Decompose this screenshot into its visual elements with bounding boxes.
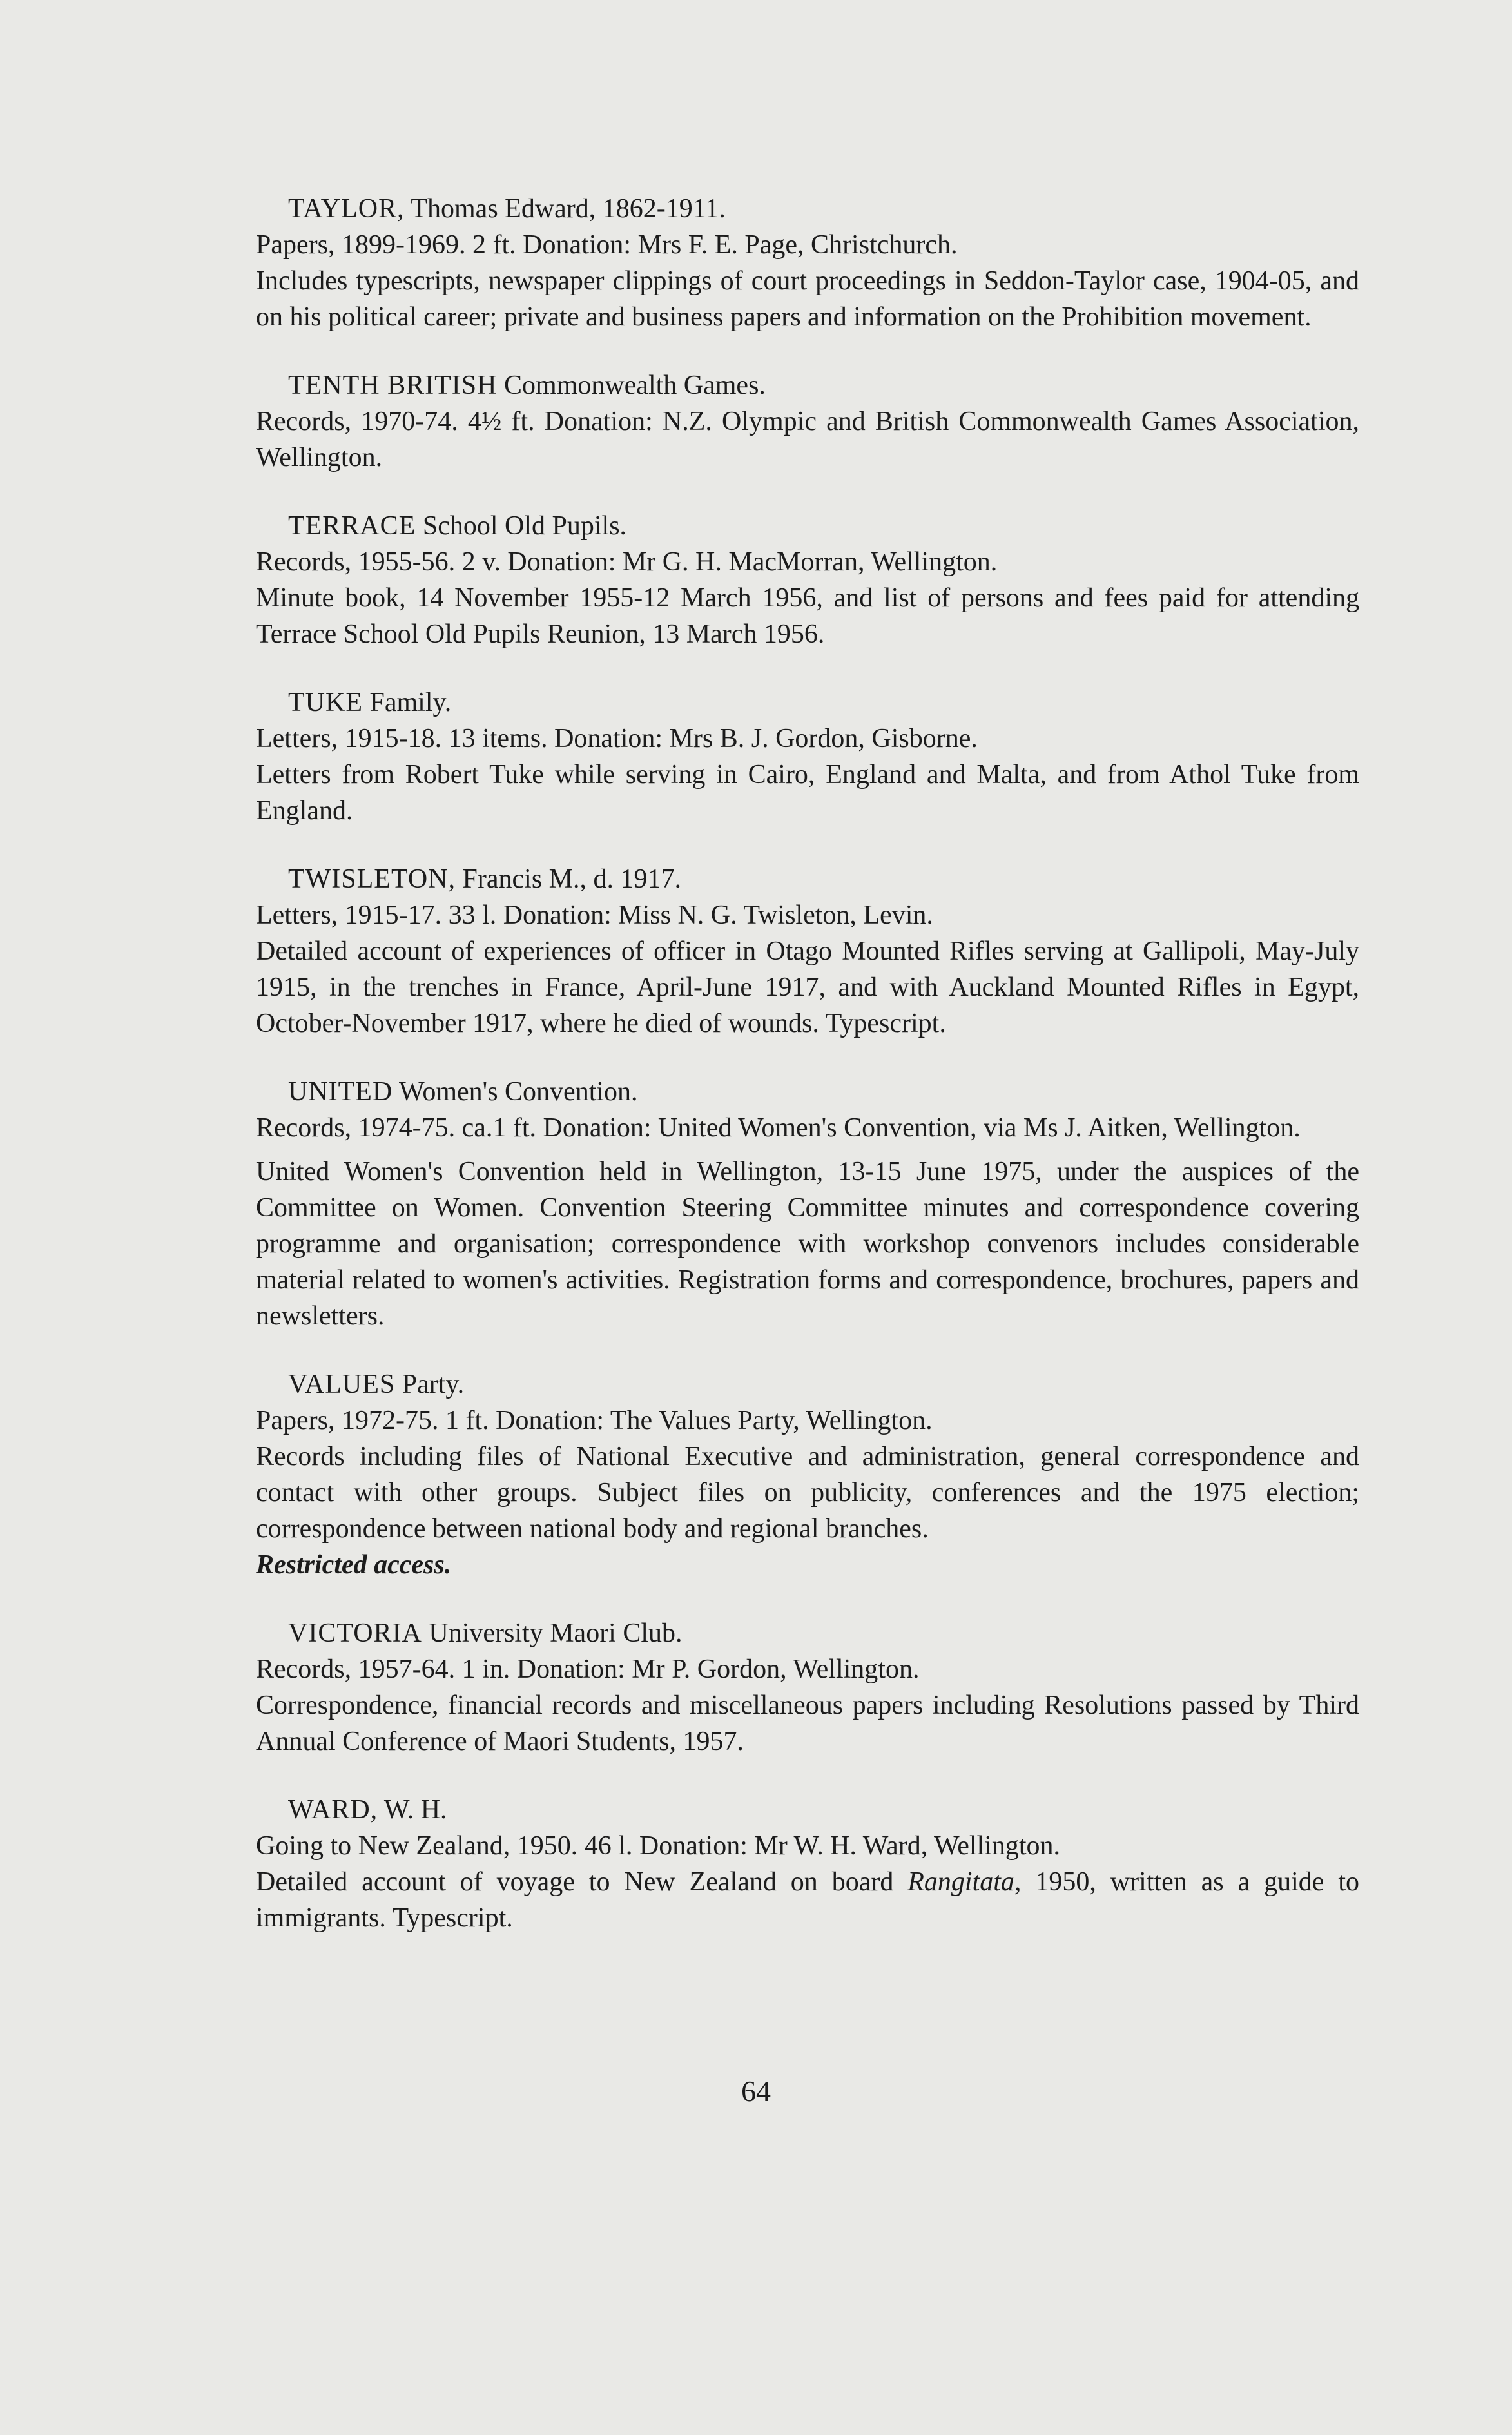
entry-name-rest: Commonwealth Games.: [497, 371, 766, 400]
entry-heading: [256, 1074, 1359, 1110]
entry-name-caps: WARD,: [288, 1795, 378, 1825]
entry-description: Detailed account of experiences of officer in Otago Mounted Rifles serving at Gallipoli, May-July 1915, in the trenches in France, April-June 1917, and with Auckland Mounted Rifles in Egypt, October-November 1917, where he died of wounds. Typescript.: [256, 936, 1359, 1038]
entry-heading: [256, 508, 1359, 544]
entry-name-rest: University Maori Club.: [422, 1618, 683, 1648]
entry-name-rest: Thomas Edward, 1862-1911.: [404, 194, 726, 224]
entry-name-rest: School Old Pupils.: [416, 511, 627, 541]
description-text-after: 1950, written as a guide to immigrants. Typescript.: [256, 1867, 1360, 1933]
page-number: 64: [741, 2075, 771, 2108]
entry-description-line: Going to New Zealand, 1950. 46 l. Donation: Mr W. H. Ward, Wellington.: [256, 1831, 1061, 1861]
entry-heading: [256, 684, 1359, 721]
entry-name-caps: TENTH BRITISH: [288, 371, 498, 400]
entry-description-line: Records, 1955-56. 2 v. Donation: Mr G. H. MacMorran, Wellington.: [256, 547, 998, 577]
entry-name-rest: Family.: [362, 688, 452, 717]
restricted-access-note: Restricted access.: [256, 1550, 452, 1580]
entries-column: [256, 191, 1359, 1968]
entry-description: Correspondence, financial records and miscellaneous papers including Resolutions passed by Third Annual Conference of Maori Students, 1957.: [256, 1691, 1359, 1756]
entry-description-line: Letters, 1915-17. 33 l. Donation: Miss N. G. Twisleton, Levin.: [256, 900, 933, 930]
entry-name-caps: TAYLOR,: [288, 194, 405, 224]
entry-heading: [256, 191, 1359, 227]
ship-name: Rangitata,: [907, 1867, 1022, 1897]
entry-name-rest: Women's Convention.: [393, 1077, 638, 1107]
entry-heading: [256, 1366, 1359, 1402]
entry-description-line: Records, 1974-75. ca.1 ft. Donation: United Women's Convention, via Ms J. Aitken, Wellington.: [256, 1113, 1301, 1143]
entry-name-caps: TERRACE: [288, 511, 416, 541]
entry-united: [256, 1074, 1359, 1334]
entry-heading: [256, 861, 1359, 897]
entry-name-rest: W. H.: [378, 1795, 447, 1825]
entry-terrace: [256, 508, 1359, 652]
entry-name-caps: VALUES: [288, 1370, 396, 1399]
entry-description: Letters from Robert Tuke while serving in Cairo, England and Malta, and from Athol Tuke from England.: [256, 760, 1359, 826]
description-text-before: Detailed account of voyage to New Zealand on board: [256, 1867, 908, 1897]
entry-heading: [256, 1615, 1359, 1651]
entry-description-line: Letters, 1915-18. 13 items. Donation: Mrs B. J. Gordon, Gisborne.: [256, 724, 978, 753]
entry-tuke: [256, 684, 1359, 829]
entry-description-line: Papers, 1972-75. 1 ft. Donation: The Values Party, Wellington.: [256, 1406, 933, 1435]
entry-tenth-british: [256, 367, 1359, 476]
entry-description-line: Papers, 1899-1969. 2 ft. Donation: Mrs F. E. Page, Christchurch.: [256, 230, 958, 260]
entry-description-line: Records, 1957-64. 1 in. Donation: Mr P. Gordon, Wellington.: [256, 1654, 920, 1684]
entry-name-caps: TUKE: [288, 688, 363, 717]
entry-description: Records including files of National Executive and administration, general correspondence and contact with other groups. Subject files on publicity, conferences and the 1975 election; correspondence between national body and regional branches.: [256, 1442, 1359, 1544]
entry-heading: [256, 367, 1359, 403]
entry-name-rest: Francis M., d. 1917.: [456, 864, 682, 894]
entry-victoria: [256, 1615, 1359, 1760]
entry-twisleton: [256, 861, 1359, 1042]
entry-ward: [256, 1792, 1359, 1936]
entry-values: [256, 1366, 1359, 1583]
entry-name-caps: UNITED: [288, 1077, 393, 1107]
entry-name-caps: VICTORIA: [288, 1618, 422, 1648]
entry-heading: [256, 1792, 1359, 1828]
entry-description-line: Records, 1970-74. 4½ ft. Donation: N.Z. Olympic and British Commonwealth Games Association, Wellington.: [256, 407, 1359, 472]
entry-description: United Women's Convention held in Wellington, 13-15 June 1975, under the auspices of the Committee on Women. Convention Steering Committee minutes and correspondence covering programme and organisation; correspondence with workshop convenors includes considerable material related to women's activities. Registration forms and correspondence, brochures, papers and newsletters.: [256, 1157, 1359, 1331]
entry-description: Minute book, 14 November 1955-12 March 1956, and list of persons and fees paid for attending Terrace School Old Pupils Reunion, 13 March 1956.: [256, 583, 1359, 649]
entry-taylor: [256, 191, 1359, 335]
entry-description: Includes typescripts, newspaper clippings of court proceedings in Seddon-Taylor case, 1904-05, and on his political career; private and business papers and information on the Prohibition movement.: [256, 266, 1359, 332]
entry-description: [256, 1864, 1359, 1936]
entry-name-rest: Party.: [395, 1370, 465, 1399]
entry-name-caps: TWISLETON,: [288, 864, 456, 894]
